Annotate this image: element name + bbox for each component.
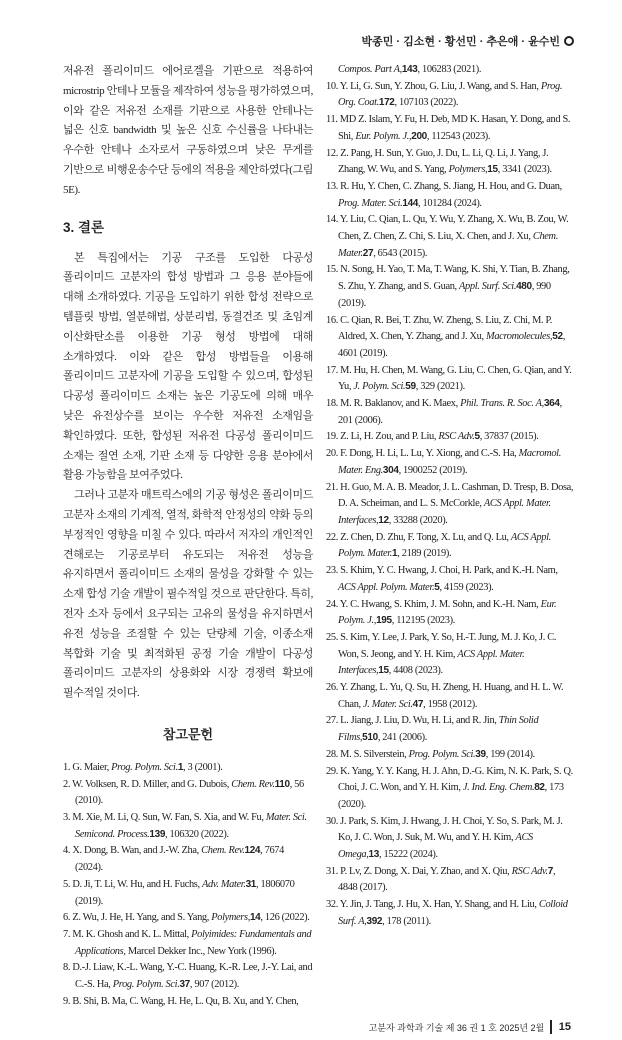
reference-volume: 480 <box>516 281 532 293</box>
reference-journal: Macromolecules, <box>486 331 553 343</box>
reference-volume: 47 <box>412 698 424 710</box>
reference-item <box>326 897 574 930</box>
reference-journal: J. Mater. Sci. <box>363 698 413 710</box>
reference-item <box>326 563 574 596</box>
reference-item <box>326 713 574 746</box>
reference-authors: 31. P. Lv, Z. Dong, X. Dai, Y. Zhao, and X. Qiu, <box>326 865 512 877</box>
reference-item <box>63 810 313 843</box>
reference-item <box>326 212 574 262</box>
references-heading: 참고문헌 <box>162 726 214 742</box>
reference-pages-year: , 907 (2012). <box>189 979 240 991</box>
reference-item <box>326 764 574 814</box>
intro-paragraph: 저유전 폴리이미드 에어로겔을 기판으로 적용하여 microstrip 안테나 모듈을 제작하여 성능을 평가하였으며, 이와 같은 저유전 소재를 기판으로 사용한 안테나는 넓은 신호 bandwidth 및 높은 신호 수신률을 나타내는 우수한 안테나 소자로서 구동하였으며 낮은 무게를 기반으로 비행운송수단 등에의 적용을 제안하였다(그림 5E). <box>63 65 313 196</box>
footer-divider <box>550 1020 552 1034</box>
reference-journal: Colloid Surf. A, <box>338 899 568 927</box>
reference-authors: 10. Y. Li, G. Sun, Y. Zhou, G. Liu, J. Wang, and S. Han, <box>326 80 541 92</box>
reference-authors: 32. Y. Jin, J. Tang, J. Hu, X. Han, Y. Shang, and H. Liu, <box>326 899 539 911</box>
reference-pages-year: , 101284 (2024). <box>418 197 482 209</box>
reference-pages-year: , 3 (2001). <box>183 761 223 773</box>
reference-authors: 30. J. Park, S. Kim, J. Hwang, J. H. Choi, Y. So, S. Park, M. J. Ko, J. C. Won, J. Suk, M. Wu, and Y. H. Kim, <box>326 815 563 844</box>
reference-item <box>326 480 574 530</box>
right-column <box>326 62 574 931</box>
reference-authors: 9. B. Shi, B. Ma, C. Wang, H. He, L. Qu, B. Xu, and Y. Chen, <box>63 995 299 1007</box>
reference-volume: 124 <box>244 845 261 857</box>
reference-volume: 195 <box>376 615 392 627</box>
reference-volume: 13 <box>368 849 379 861</box>
reference-journal: Appl. Surf. Sci. <box>459 281 517 293</box>
reference-volume: 39 <box>475 748 486 760</box>
reference-authors: 1. G. Maier, <box>63 761 112 773</box>
page-footer <box>369 1020 571 1034</box>
reference-pages-year: , 56 (2010). <box>75 778 304 807</box>
reference-item <box>326 262 574 312</box>
reference-pages-year: , 126 (2022). <box>260 912 310 924</box>
reference-volume: 172 <box>378 97 395 109</box>
reference-journal: Prog. Polym. Sci. <box>111 761 178 773</box>
reference-pages-year: , 112195 (2023). <box>391 615 455 627</box>
reference-journal: Polymers, <box>211 912 250 924</box>
reference-item <box>63 994 313 1011</box>
reference-pages-year: , 1958 (2012). <box>423 698 478 710</box>
reference-pages-year: , 1900252 (2019). <box>398 464 468 476</box>
reference-item <box>326 864 574 897</box>
conclusion-paragraph-2: 그러나 고분자 매트릭스에의 기공 형성은 폴리이미드 고분자 소재의 기계적, 열적, 화학적 안정성의 약화 등의 부정적인 영향을 미칠 수 있다. 따라서 저자의 개인적인 견해로는 기공로부터 유도되는 저유전 성능을 유지하면서 폴리이미드 소재의 물성을 강화할 수 있는 소재 합성 기술 개발이 필수적일 것으로 판단한다. 특히, 전자 소자 등에서 요구되는 고유의 물성을 유지하면서 유전 성능을 조절할 수 있는 단량체 기술, 이종소재 복합화 기술 및 최적화된 공정 기술 개발이 다공성 폴리이미드 고분자의 상용화와 시장 경쟁력 확보에 필수적일 것이다. <box>63 489 313 700</box>
reference-authors: 21. H. Guo, M. A. B. Meador, J. L. Cashman, D. Tresp, B. Dosa, D. A. Scheiman, and L. S. McCorkle, <box>326 481 574 510</box>
reference-pages-year: , 37837 (2015). <box>479 431 539 443</box>
reference-volume: 31 <box>245 878 257 890</box>
page-number: 15 <box>558 1021 571 1033</box>
reference-pages-year: , 2189 (2019). <box>397 548 452 560</box>
reference-journal: Eur. Polym. J., <box>355 130 412 142</box>
reference-pages-year: , 201 (2006). <box>338 398 562 426</box>
reference-pages-year: , 15222 (2024). <box>378 849 438 861</box>
reference-volume: 1 <box>177 761 184 773</box>
reference-journal: J. Polym. Sci. <box>353 381 406 393</box>
reference-authors: 11. MD Z. Islam, Y. Fu, H. Deb, MD K. Hasan, Y. Dong, and S. Shi, <box>326 114 571 142</box>
reference-authors: 18. M. R. Baklanov, and K. Maex, <box>326 398 461 410</box>
reference-item <box>63 843 313 876</box>
reference-authors: 15. N. Song, H. Yao, T. Ma, T. Wang, K. Shi, Y. Tian, B. Zhang, S. Zhu, Y. Zhang, and S. Guan, <box>326 264 570 293</box>
reference-volume: 1 <box>392 548 398 560</box>
reference-pages-year: , 7674 (2024). <box>75 845 285 874</box>
reference-volume: 82 <box>534 782 545 794</box>
reference-journal: ACS Appl. Mater. Interfaces, <box>338 648 525 677</box>
reference-volume: 144 <box>402 197 419 209</box>
reference-item <box>326 429 574 446</box>
conclusion-paragraph-1: 본 특집에서는 기공 구조를 도입한 다공성 폴리이미드 고분자의 합성 방법과 그 응용 분야들에 대해 소개하였다. 기공을 도입하기 위한 합성 전략으로 템플릿 방법, 열분해법, 상분리법, 동결건조 및 초임계 이산화탄소를 이용한 기공 형성 방법에 대해 소개하였다. 이와 같은 합성 방법들을 이용해 폴리이미드 고분자에 기공을 도입할 수 있으며, 합성된 다공성 폴리이미드 소재는 높은 기공도에 의해 매우 낮은 유전상수를 보이는 우수한 저유전 소재임을 확인하였다. 또한, 합성된 저유전 다공성 폴리이미드 소재는 절연 소재, 기판 소재 등 다양한 응용 분야에서 활용 가능함을 보여주었다. <box>63 251 313 482</box>
reference-journal: Polyimides: Fundamentals and Applications, <box>75 928 312 957</box>
reference-pages-year: , 241 (2006). <box>377 732 427 744</box>
reference-pages-year: , 106320 (2022). <box>165 828 229 840</box>
reference-volume: 12 <box>378 514 389 526</box>
reference-volume: 14 <box>249 912 261 924</box>
reference-item <box>326 146 574 179</box>
reference-authors: 13. R. Hu, Y. Chen, C. Zhang, S. Jiang, H. Hou, and G. Duan, <box>326 180 562 192</box>
reference-authors: 8. D.-J. Liaw, K.-L. Wang, Y.-C. Huang, K.-R. Lee, J.-Y. Lai, and C.-S. Ha, <box>63 962 313 991</box>
reference-journal: RSC Adv. <box>511 865 548 877</box>
reference-pages-year: , 178 (2011). <box>382 915 431 927</box>
reference-volume: 392 <box>366 915 383 927</box>
reference-authors: 28. M. S. Silverstein, <box>326 748 409 760</box>
reference-pages-year: , 107103 (2022). <box>394 97 459 109</box>
reference-journal: Macromol. Mater. Eng. <box>338 448 561 476</box>
reference-volume: 110 <box>274 778 290 790</box>
reference-volume: 37 <box>179 979 190 991</box>
reference-journal: Prog. Mater. Sci. <box>338 197 403 209</box>
reference-item <box>326 680 574 713</box>
reference-authors: 20. F. Dong, H. Li, L. Lu, Y. Xiong, and C.-S. Ha, <box>326 448 519 460</box>
reference-item <box>326 814 574 864</box>
reference-journal: RSC Adv. <box>438 431 475 443</box>
reference-volume: 15 <box>378 665 389 677</box>
reference-journal: Chem. Rev. <box>201 845 245 857</box>
reference-journal: Compos. Part A, <box>338 64 402 75</box>
reference-authors: 14. Y. Liu, C. Qian, L. Qu, Y. Wu, Y. Zhang, X. Wu, B. Zou, W. Chen, Z. Chen, Z. Chi, S. Liu, X. Chen, and J. Xu, <box>326 214 569 243</box>
reference-authors: 26. Y. Zhang, L. Yu, Q. Su, H. Zheng, H. Huang, and H. L. W. Chan, <box>326 682 564 710</box>
reference-item <box>63 777 313 810</box>
reference-authors: 4. X. Dong, B. Wan, and J.-W. Zha, <box>63 845 202 857</box>
reference-volume: 59 <box>405 381 416 393</box>
reference-volume: 27 <box>362 247 374 259</box>
reference-item <box>63 760 313 777</box>
reference-pages-year: , 3341 (2023). <box>497 164 552 176</box>
reference-pages-year: , 106283 (2021). <box>417 64 482 75</box>
reference-pages-year: , 112543 (2023). <box>426 130 491 142</box>
reference-volume: 143 <box>401 64 418 75</box>
reference-volume: 15 <box>487 164 498 176</box>
reference-pages-year: , 990 (2019). <box>338 281 551 309</box>
reference-authors: 6. Z. Wu, J. He, H. Yang, and S. Yang, <box>63 912 212 924</box>
reference-item <box>326 530 574 563</box>
reference-authors: 25. S. Kim, Y. Lee, J. Park, Y. So, H.-T. Jung, M. J. Ko, J. C. Won, S. Jeong, and Y. H. Kim, <box>326 631 557 660</box>
reference-item <box>326 313 574 363</box>
reference-pages-year: , 199 (2014). <box>485 748 535 760</box>
reference-authors: 2. W. Volksen, R. D. Miller, and G. Dubois, <box>63 778 232 790</box>
reference-pages-year: , 33288 (2020). <box>388 514 448 526</box>
reference-authors: 19. Z. Li, H. Zou, and P. Liu, <box>326 431 439 443</box>
reference-journal: J. Ind. Eng. Chem. <box>462 782 535 794</box>
header-circle-icon <box>564 36 574 46</box>
reference-item <box>326 363 574 396</box>
reference-journal: ACS Appl. Mater. Interfaces, <box>338 498 551 526</box>
reference-authors: 29. K. Yang, Y. Y. Kang, H. J. Ahn, D.-G. Kim, N. K. Park, S. Q. Choi, J. C. Won, and Y. H. Kim, <box>326 765 573 794</box>
reference-volume: 5 <box>434 581 440 593</box>
reference-journal: Polymers, <box>448 164 488 176</box>
reference-authors: 7. M. K. Ghosh and K. L. Mittal, <box>63 928 192 940</box>
running-header <box>362 33 575 49</box>
reference-volume: 7 <box>547 865 553 877</box>
reference-journal: Phil. Trans. R. Soc. A, <box>460 398 544 410</box>
reference-journal: ACS Appl. Polym. Mater. <box>338 581 435 593</box>
reference-authors: 5. D. Ji, T. Li, W. Hu, and H. Fuchs, <box>63 878 203 890</box>
reference-pages-year: , 4159 (2023). <box>439 581 494 593</box>
reference-item <box>63 910 313 927</box>
reference-item <box>63 960 313 993</box>
reference-pages-year: , 173 (2020). <box>338 782 564 810</box>
reference-item <box>63 877 313 910</box>
reference-journal: Chem. Rev. <box>231 778 275 790</box>
reference-volume: 200 <box>411 130 427 142</box>
reference-volume: 139 <box>149 828 166 840</box>
reference-authors: 12. Z. Pang, H. Sun, Y. Guo, J. Du, L. Li, Q. Li, J. Yang, J. Zhang, W. Wu, and S. Yang, <box>326 147 549 176</box>
reference-pages-year: , 329 (2021). <box>415 381 465 393</box>
reference-journal: Prog. Polym. Sci. <box>112 979 180 991</box>
reference-journal: Adv. Mater. <box>202 878 246 890</box>
reference-pages-year: , 4601 (2019). <box>338 331 565 359</box>
reference-journal: Eur. Polym. J., <box>338 598 557 627</box>
reference-authors: 16. C. Qian, R. Bei, T. Zhu, W. Zheng, S. Liu, Z. Chi, M. P. Aldred, X. Chen, Y. Zhang, and J. Xu, <box>326 314 552 343</box>
reference-volume: 304 <box>382 464 399 476</box>
reference-authors: 27. L. Jiang, J. Liu, D. Wu, H. Li, and R. Jin, <box>326 715 499 727</box>
reference-list-left <box>63 760 313 1011</box>
reference-journal: Prog. Org. Coat. <box>338 80 563 109</box>
reference-authors: 17. M. Hu, H. Chen, M. Wang, G. Liu, C. Chen, G. Qian, and Y. Yu, <box>326 364 572 393</box>
reference-journal: Thin Solid Films, <box>338 715 539 744</box>
reference-item <box>326 446 574 479</box>
left-column <box>63 62 313 1010</box>
reference-item <box>326 747 574 764</box>
reference-volume: 5 <box>474 431 480 443</box>
reference-journal: ACS Omega, <box>338 832 533 861</box>
reference-authors: 23. S. Khim, Y. C. Hwang, J. Choi, H. Park, and K.-H. Nam, <box>326 565 558 577</box>
reference-item <box>326 112 574 145</box>
reference-volume: 510 <box>362 732 378 744</box>
reference-item <box>326 79 574 112</box>
reference-item <box>326 597 574 630</box>
reference-item <box>326 630 574 680</box>
footer-journal: 고분자 과학과 기술 제 36 권 1 호 2025년 2월 <box>368 1022 545 1033</box>
reference-pages-year: , 4848 (2017). <box>338 865 556 894</box>
reference-pages-year: Marcel Dekker Inc., New York (1996). <box>125 945 277 957</box>
reference-item <box>63 927 313 960</box>
reference-pages-year: , 1806070 (2019). <box>75 878 295 907</box>
reference-item <box>326 179 574 212</box>
reference-item <box>326 62 574 79</box>
reference-journal: Mater. Sci. Semicond. Process. <box>75 812 307 840</box>
reference-list-right <box>326 62 574 931</box>
reference-journal: Prog. Polym. Sci. <box>408 748 476 760</box>
reference-volume: 364 <box>543 398 560 410</box>
reference-item <box>326 396 574 429</box>
reference-pages-year: , 6543 (2015). <box>373 247 428 259</box>
reference-authors: 24. Y. C. Hwang, S. Khim, J. M. Sohn, and K.-H. Nam, <box>326 598 541 610</box>
header-authors: 박종민 · 김소현 · 황선민 · 추은애 · 윤수빈 <box>361 36 560 48</box>
reference-journal: Chem. Mater. <box>338 231 558 259</box>
reference-pages-year: , 4408 (2023). <box>388 665 443 677</box>
reference-volume: 52 <box>552 331 563 343</box>
reference-authors: 22. Z. Chen, D. Zhu, F. Tong, X. Lu, and Q. Lu, <box>326 531 511 543</box>
reference-authors: 3. M. Xie, M. Li, Q. Sun, W. Fan, S. Xia, and W. Fu, <box>63 812 266 824</box>
reference-journal: ACS Appl. Polym. Mater. <box>338 531 551 560</box>
section-heading: 3. 결론 <box>63 219 105 235</box>
